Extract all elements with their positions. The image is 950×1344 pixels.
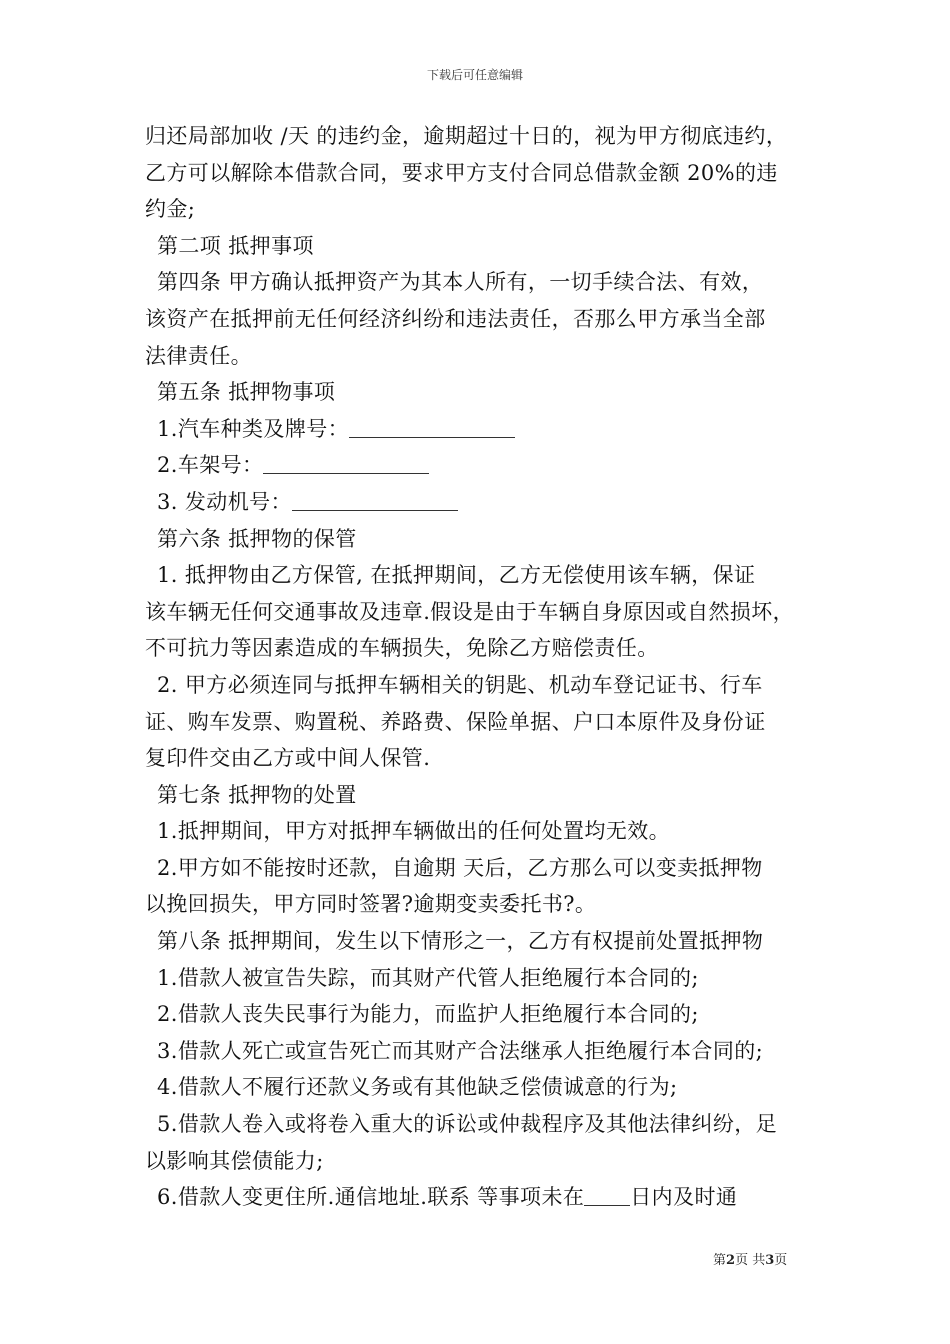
field-label: 1.汽车种类及牌号：	[157, 416, 350, 441]
paragraph-line: 该车辆无任何交通事故及违章.假设是由于车辆自身原因或自然损坏，	[145, 599, 795, 624]
current-page: 2	[726, 1253, 736, 1268]
article-heading: 第八条 抵押期间，发生以下情形之一，乙方有权提前处置抵押物	[157, 929, 764, 954]
fill-in-blank[interactable]	[349, 415, 515, 438]
page-number	[713, 1249, 787, 1268]
field-frame-number	[145, 447, 825, 484]
paragraph-line: 约金;	[145, 197, 196, 222]
list-item: 3.借款人死亡或宣告死亡而其财产合法继承人拒绝履行本合同的;	[157, 1038, 764, 1063]
section-heading: 第二项 抵押事项	[157, 233, 314, 258]
list-item: 1.借款人被宣告失踪，而其财产代管人拒绝履行本合同的;	[157, 965, 699, 990]
total-pages: 3	[765, 1253, 775, 1268]
field-label: 2.车架号：	[157, 453, 264, 478]
field-vehicle-type	[145, 411, 825, 448]
article-line: 第四条 甲方确认抵押资产为其本人所有，一切手续合法、有效，	[157, 270, 764, 295]
field-engine-number	[145, 484, 825, 521]
page-number-suffix: 页	[774, 1253, 788, 1268]
list-item: 4.借款人不履行还款义务或有其他缺乏偿债诚意的行为;	[157, 1075, 678, 1100]
paragraph-line: 法律责任。	[145, 343, 252, 368]
paragraph-line: 乙方可以解除本借款合同，要求甲方支付合同总借款金额 20%的违	[145, 160, 778, 185]
paragraph-line: 复印件交由乙方或中间人保管.	[145, 746, 431, 771]
article-heading: 第七条 抵押物的处置	[157, 782, 357, 807]
page-number-middle: 页 共	[735, 1253, 766, 1268]
paragraph-line: 不可抗力等因素造成的车辆损失，免除乙方赔偿责任。	[145, 636, 659, 661]
paragraph-line: 归还局部加收 /天 的违约金，逾期超过十日的，视为甲方彻底违约，	[145, 124, 788, 148]
article-heading: 第六条 抵押物的保管	[157, 526, 357, 551]
paragraph-line: 以影响其偿债能力;	[145, 1148, 324, 1173]
paragraph-line: 以挽回损失，甲方同时签署?逾期变卖委托书?。	[145, 892, 597, 917]
paragraph-line: 证、购车发票、购置税、养路费、保险单据、户口本原件及身份证	[145, 709, 766, 734]
paragraph-line: 该资产在抵押前无任何经济纠纷和违法责任，否那么甲方承当全部	[145, 306, 766, 331]
article-heading: 第五条 抵押物事项	[157, 380, 336, 405]
list-item-text: 6.借款人变更住所.通信地址.联系 等事项未在	[157, 1185, 585, 1210]
fill-in-blank[interactable]	[584, 1183, 630, 1206]
article-line: 1. 抵押物由乙方保管, 在抵押期间，乙方无偿使用该车辆，保证	[157, 563, 756, 588]
article-line: 1.抵押期间，甲方对抵押车辆做出的任何处置均无效。	[157, 819, 671, 844]
document-body	[145, 118, 825, 1216]
list-item: 5.借款人卷入或将卷入重大的诉讼或仲裁程序及其他法律纠纷，足	[157, 1112, 778, 1137]
article-line: 2.甲方如不能按时还款，自逾期 天后，乙方那么可以变卖抵押物	[157, 855, 763, 880]
fill-in-blank[interactable]	[292, 488, 458, 511]
list-item-text: 日内及时通	[630, 1185, 738, 1210]
field-label: 3. 发动机号：	[157, 489, 292, 514]
fill-in-blank[interactable]	[263, 451, 429, 474]
article-line: 2. 甲方必须连同与抵押车辆相关的钥匙、机动车登记证书、行车	[157, 672, 763, 697]
list-item: 2.借款人丧失民事行为能力，而监护人拒绝履行本合同的;	[157, 1002, 699, 1027]
list-item	[145, 1179, 825, 1216]
page-header: 下载后可任意编辑	[426, 68, 523, 82]
page-number-prefix: 第	[713, 1253, 727, 1268]
